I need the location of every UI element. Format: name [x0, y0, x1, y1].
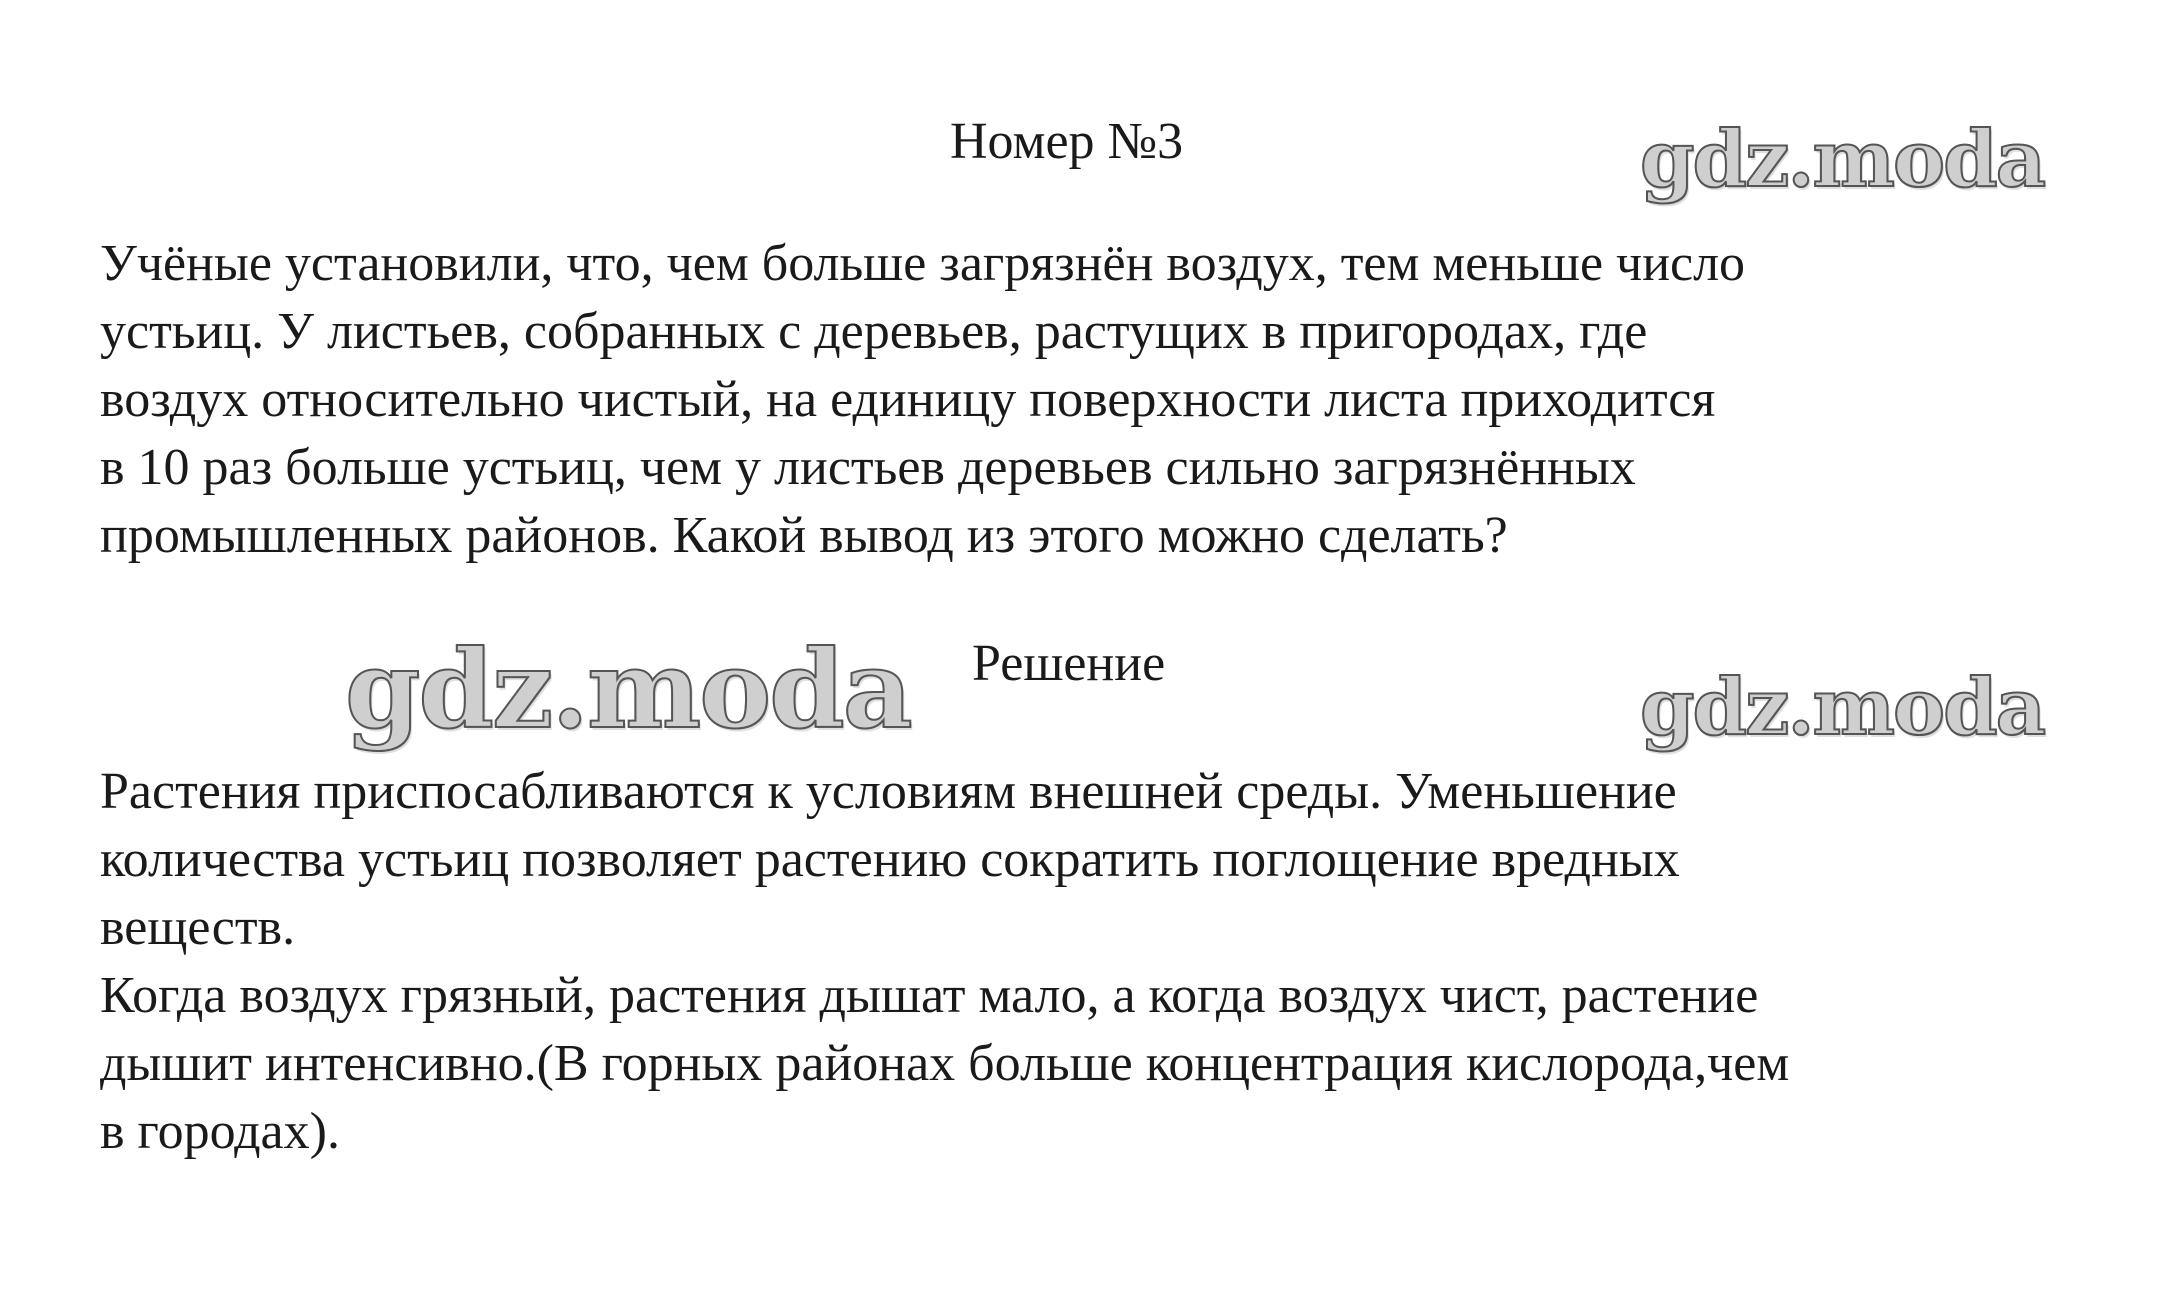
problem-line: устьиц. У листьев, собранных с деревьев, растущих в пригородах, где — [100, 303, 1648, 360]
solution-line: Растения приспосабливаются к условиям внешней среды. Уменьшение — [100, 763, 1677, 820]
task-number-heading: Номер №3 — [950, 113, 1184, 170]
problem-statement — [100, 230, 2100, 570]
watermark-logo-top-right: gdz.moda — [1640, 112, 2044, 208]
problem-line: воздух относительно чистый, на единицу поверхности листа приходится — [100, 371, 1716, 428]
solution-line: веществ. — [100, 899, 296, 956]
solution-line: Когда воздух грязный, растения дышат мало, а когда воздух чист, растение — [100, 967, 1759, 1024]
solution-heading: Решение — [972, 635, 1166, 692]
solution-line: дышит интенсивно.(В горных районах больше концентрация кислорода,чем — [100, 1035, 1790, 1092]
problem-line: Учёные установили, что, чем больше загрязнён воздух, тем меньше число — [100, 235, 1746, 292]
solution-text — [100, 758, 2100, 1166]
watermark-logo-middle-right: gdz.moda — [1640, 660, 2044, 756]
solution-line: количества устьиц позволяет растению сократить поглощение вредных — [100, 831, 1680, 888]
watermark-logo-middle-left: gdz.moda — [345, 627, 911, 753]
problem-line: промышленных районов. Какой вывод из этого можно сделать? — [100, 507, 1508, 564]
problem-line: в 10 раз больше устьиц, чем у листьев деревьев сильно загрязнённых — [100, 439, 1636, 496]
solution-line: в городах). — [100, 1103, 340, 1160]
